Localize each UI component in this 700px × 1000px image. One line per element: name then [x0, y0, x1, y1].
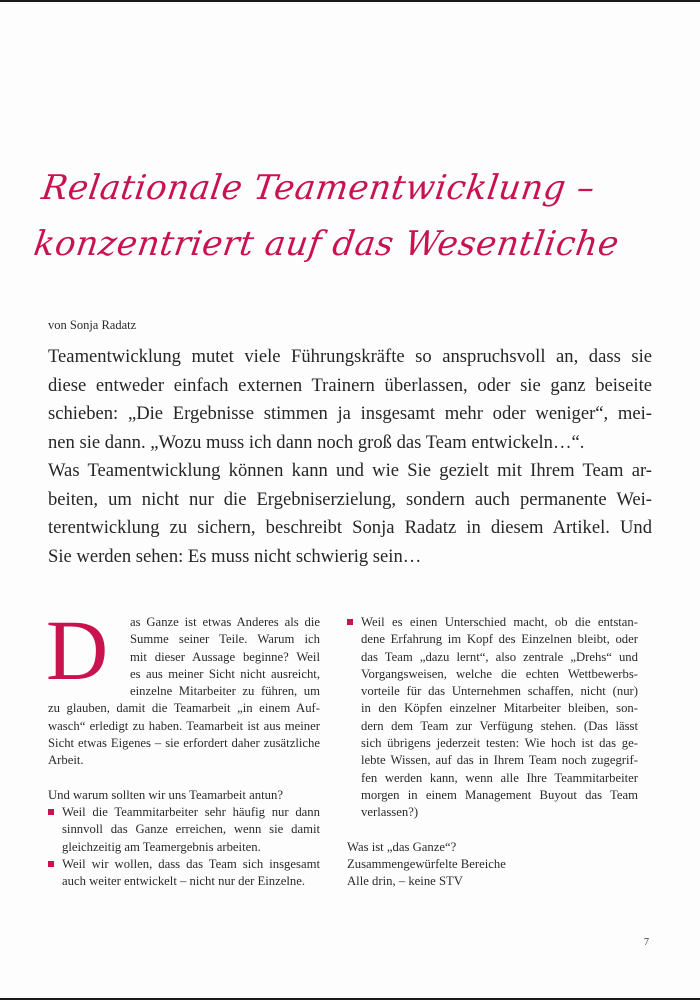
bullet-line: lebte Wissen, auf das in Ihrem Team noch zugegrif- [361, 753, 638, 768]
paragraph-line: Summe seiner Teile. Warum ich [130, 632, 320, 647]
bullet-line: Weil es einen Unterschied macht, ob die entstan- [361, 615, 638, 629]
intro-line: diese entweder einfach externen Trainern überlassen, oder sie ganz beiseite [48, 374, 652, 396]
bullet-item [48, 804, 320, 856]
paragraph-line: einzelne Mitarbeiter zu führen, um [130, 684, 320, 699]
right-column [347, 614, 638, 890]
note-line: Was ist „das Ganze“? [347, 839, 457, 854]
bullet-line: gleichzeitig am Teamergebnis arbeiten. [62, 839, 261, 854]
intro-line: schieben: „Die Ergebnisse stimmen ja insgesamt mehr oder weniger“, mei- [48, 403, 652, 424]
bullet-line: vorteile für das Unternehmen schaffen, nicht (nur) [361, 684, 638, 699]
page-top-edge [0, 0, 700, 2]
paragraph-line: wasch“ erledigt zu haben. Teamarbeit ist aus meiner [48, 718, 320, 733]
byline: von Sonja Radatz [48, 318, 137, 332]
paragraph-line: Sicht etwas Eigenes – sie erfordert daher zusätzliche [48, 736, 320, 751]
bullet-line: Weil die Teammitarbeiter sehr häufig nur dann [62, 804, 320, 819]
intro-line: nen sie dann. „Wozu muss ich dann noch groß das Team entwickeln…“. [48, 431, 585, 453]
square-bullet-icon [48, 861, 54, 867]
intro-line: Was Teamentwicklung können kann und wie Sie gezielt mit Ihrem Team ar- [48, 460, 652, 481]
left-column [46, 602, 320, 890]
square-bullet-icon [48, 809, 54, 815]
bullet-line: sinnvoll das Ganze erreichen, wenn sie damit [62, 822, 320, 837]
title-line-1: Relationale Teamentwicklung – [39, 168, 598, 208]
intro-line: beiten, um nicht nur die Ergebniserzielung, sondern auch permanente Wei- [48, 488, 652, 510]
intro-line: terentwicklung zu sichern, beschreibt Sonja Radatz in diesem Artikel. Und [48, 517, 652, 538]
paragraph-line: as Ganze ist etwas Anderes als die [130, 615, 320, 629]
square-bullet-icon [347, 619, 353, 625]
paragraph-line: zu glauben, damit die Teamarbeit „in einem Auf- [48, 701, 320, 716]
note-line: Zusammengewürfelte Bereiche [347, 856, 506, 871]
bullet-line: verlassen?) [361, 805, 419, 820]
bullet-line: dene Erfahrung im Kopf des Einzelnen bleibt, oder [361, 632, 638, 647]
opening-paragraph [46, 602, 320, 770]
bullet-item [347, 614, 638, 822]
bullet-line: auch weiter entwickelt – nicht nur der Einzelne. [62, 874, 306, 889]
note-line: Alle drin, – keine STV [347, 874, 463, 889]
bullet-line: sich übrigens jederzeit testen: Wie hoch ist das ge- [361, 736, 638, 751]
bullet-line: in den Köpfen einzelner Mitarbeiter bleiben, son- [361, 701, 638, 716]
title-line-2: konzentriert auf das Wesentliche [31, 224, 622, 264]
intro-line: Sie werden sehen: Es muss nicht schwierig sein… [48, 545, 422, 567]
paragraph-line: Arbeit. [48, 753, 84, 768]
intro-paragraph [48, 343, 652, 571]
drop-cap: D [46, 602, 109, 698]
paragraph-line: mit dieser Aussage beginne? Weil [130, 649, 320, 664]
bullet-line: das Team „dazu lernt“, also zentrale „Drehs“ und [361, 649, 638, 664]
bullet-line: Vorgangsweisen, welche die echten Wettbewerbs- [361, 666, 638, 681]
page-number: 7 [644, 937, 649, 948]
section-question: Und warum sollten wir uns Teamarbeit antun? [48, 787, 283, 802]
bullet-item [48, 856, 320, 891]
bullet-line: morgen in einem Management Buyout das Team [361, 787, 638, 802]
bullet-line: Weil wir wollen, dass das Team sich insgesamt [62, 856, 320, 871]
bullet-line: fen werden kann, wenn alle Ihre Teammitarbeiter [361, 770, 638, 785]
paragraph-spacer [48, 770, 320, 787]
paragraph-spacer [347, 822, 638, 839]
bullet-line: dern dem Team zur Verfügung stehen. (Das lässt [361, 718, 638, 733]
paragraph-line: es aus meiner Sicht nicht ausreicht, [130, 666, 320, 681]
intro-line: Teamentwicklung mutet viele Führungskräfte so anspruchsvoll an, dass sie [48, 346, 652, 367]
article-title [30, 160, 666, 272]
